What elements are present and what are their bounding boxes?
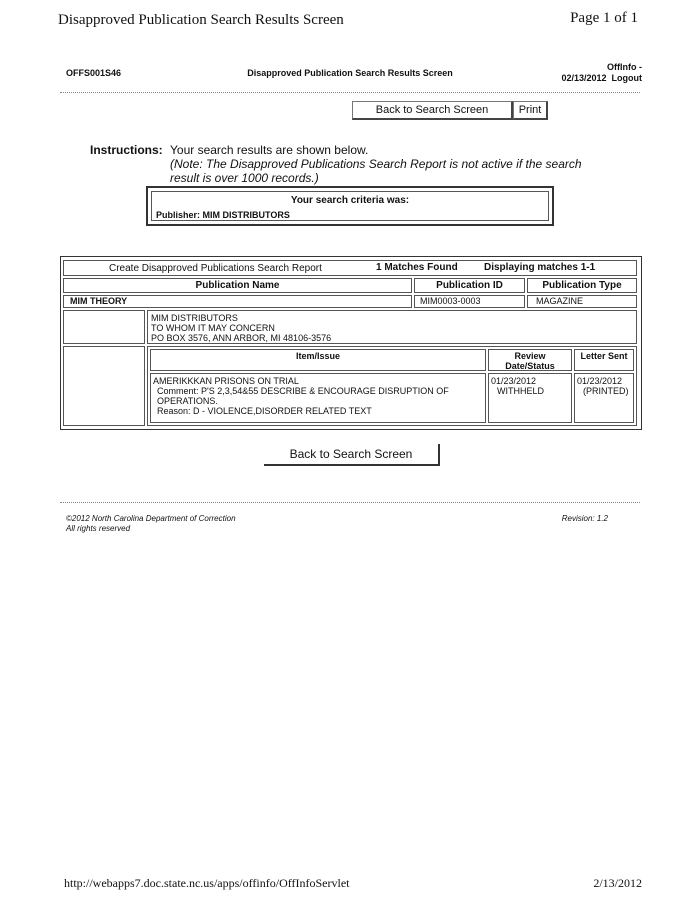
copyright-text: ©2012 North Carolina Department of Correction [66,514,236,523]
row-publication-name: MIM THEORY [63,295,412,308]
search-criteria-inner [151,191,549,221]
issue-details [150,373,486,423]
back-to-search-button-bottom[interactable]: Back to Search Screen [264,444,440,466]
print-button[interactable]: Print [513,101,548,120]
letter-status: (PRINTED) [583,386,629,396]
print-page-title: Disapproved Publication Search Results Screen [58,12,344,28]
footer-divider [60,502,640,503]
row-publication-type: MAGAZINE [527,295,637,308]
issue-title: AMERIKKKAN PRISONS ON TRIAL [153,376,299,386]
issue-spacer [63,346,145,426]
col-item-issue: Item/Issue [150,349,486,371]
col-review-date-status: Review Date/Status [488,349,572,371]
print-url: http://webapps7.doc.state.nc.us/apps/offinfo/OffInfoServlet [64,876,350,890]
create-report-link[interactable]: Create Disapproved Publications Search Report [109,263,322,274]
header-date: 02/13/2012 [561,73,607,83]
issue-comment: Comment: P'S 2,3,54&55 DESCRIBE & ENCOURAGE DISRUPTION OF OPERATIONS. [157,386,449,406]
issue-table [147,346,637,426]
app-name: OffInfo - [607,62,642,72]
search-criteria-box [146,186,554,226]
results-table [60,256,642,430]
revision-text: Revision: 1.2 [561,514,608,523]
page-counter: Page 1 of 1 [570,10,638,26]
instructions-text [170,143,610,185]
instructions-main: Your search results are shown below. [170,143,369,157]
review-status: WITHHELD [497,386,544,396]
screen-code: OFFS001S46 [66,68,122,78]
header-divider [60,92,640,93]
instructions-note: (Note: The Disapproved Publications Search Report is not active if the search result is over 1000 records.) [170,157,582,185]
col-publication-name: Publication Name [63,278,412,293]
address-line-3: PO BOX 3576, ANN ARBOR, MI 48106-3576 [151,333,332,343]
instructions-label: Instructions: [90,143,163,157]
back-to-search-button[interactable]: Back to Search Screen [352,101,513,120]
letter-date: 01/23/2012 [577,376,623,386]
header-date-logout [561,73,642,84]
criteria-heading: Your search criteria was: [290,195,410,206]
row-publication-id: MIM0003-0003 [414,295,525,308]
print-date: 2/13/2012 [593,876,642,890]
address-line-2: TO WHOM IT MAY CONCERN [151,323,275,333]
col-publication-type: Publication Type [527,278,637,293]
footer-copyright [66,514,236,534]
rights-text: All rights reserved [66,524,131,533]
offinfo-block [561,62,642,84]
results-summary-row [63,260,637,276]
col-letter-sent: Letter Sent [574,349,634,371]
displaying-matches: Displaying matches 1-1 [484,262,596,273]
review-date: 01/23/2012 [491,376,537,386]
col-publication-id: Publication ID [414,278,525,293]
screen-title: Disapproved Publication Search Results Screen [247,68,453,78]
address-spacer [63,310,145,344]
issue-reason: Reason: D - VIOLENCE,DISORDER RELATED TEXT [157,406,372,416]
publisher-address [147,310,637,344]
logout-link[interactable]: Logout [611,73,642,83]
criteria-publisher: Publisher: MIM DISTRIBUTORS [156,210,290,220]
matches-found: 1 Matches Found [376,262,458,273]
issue-letter [574,373,634,423]
address-line-1: MIM DISTRIBUTORS [151,313,238,323]
issue-review [488,373,572,423]
